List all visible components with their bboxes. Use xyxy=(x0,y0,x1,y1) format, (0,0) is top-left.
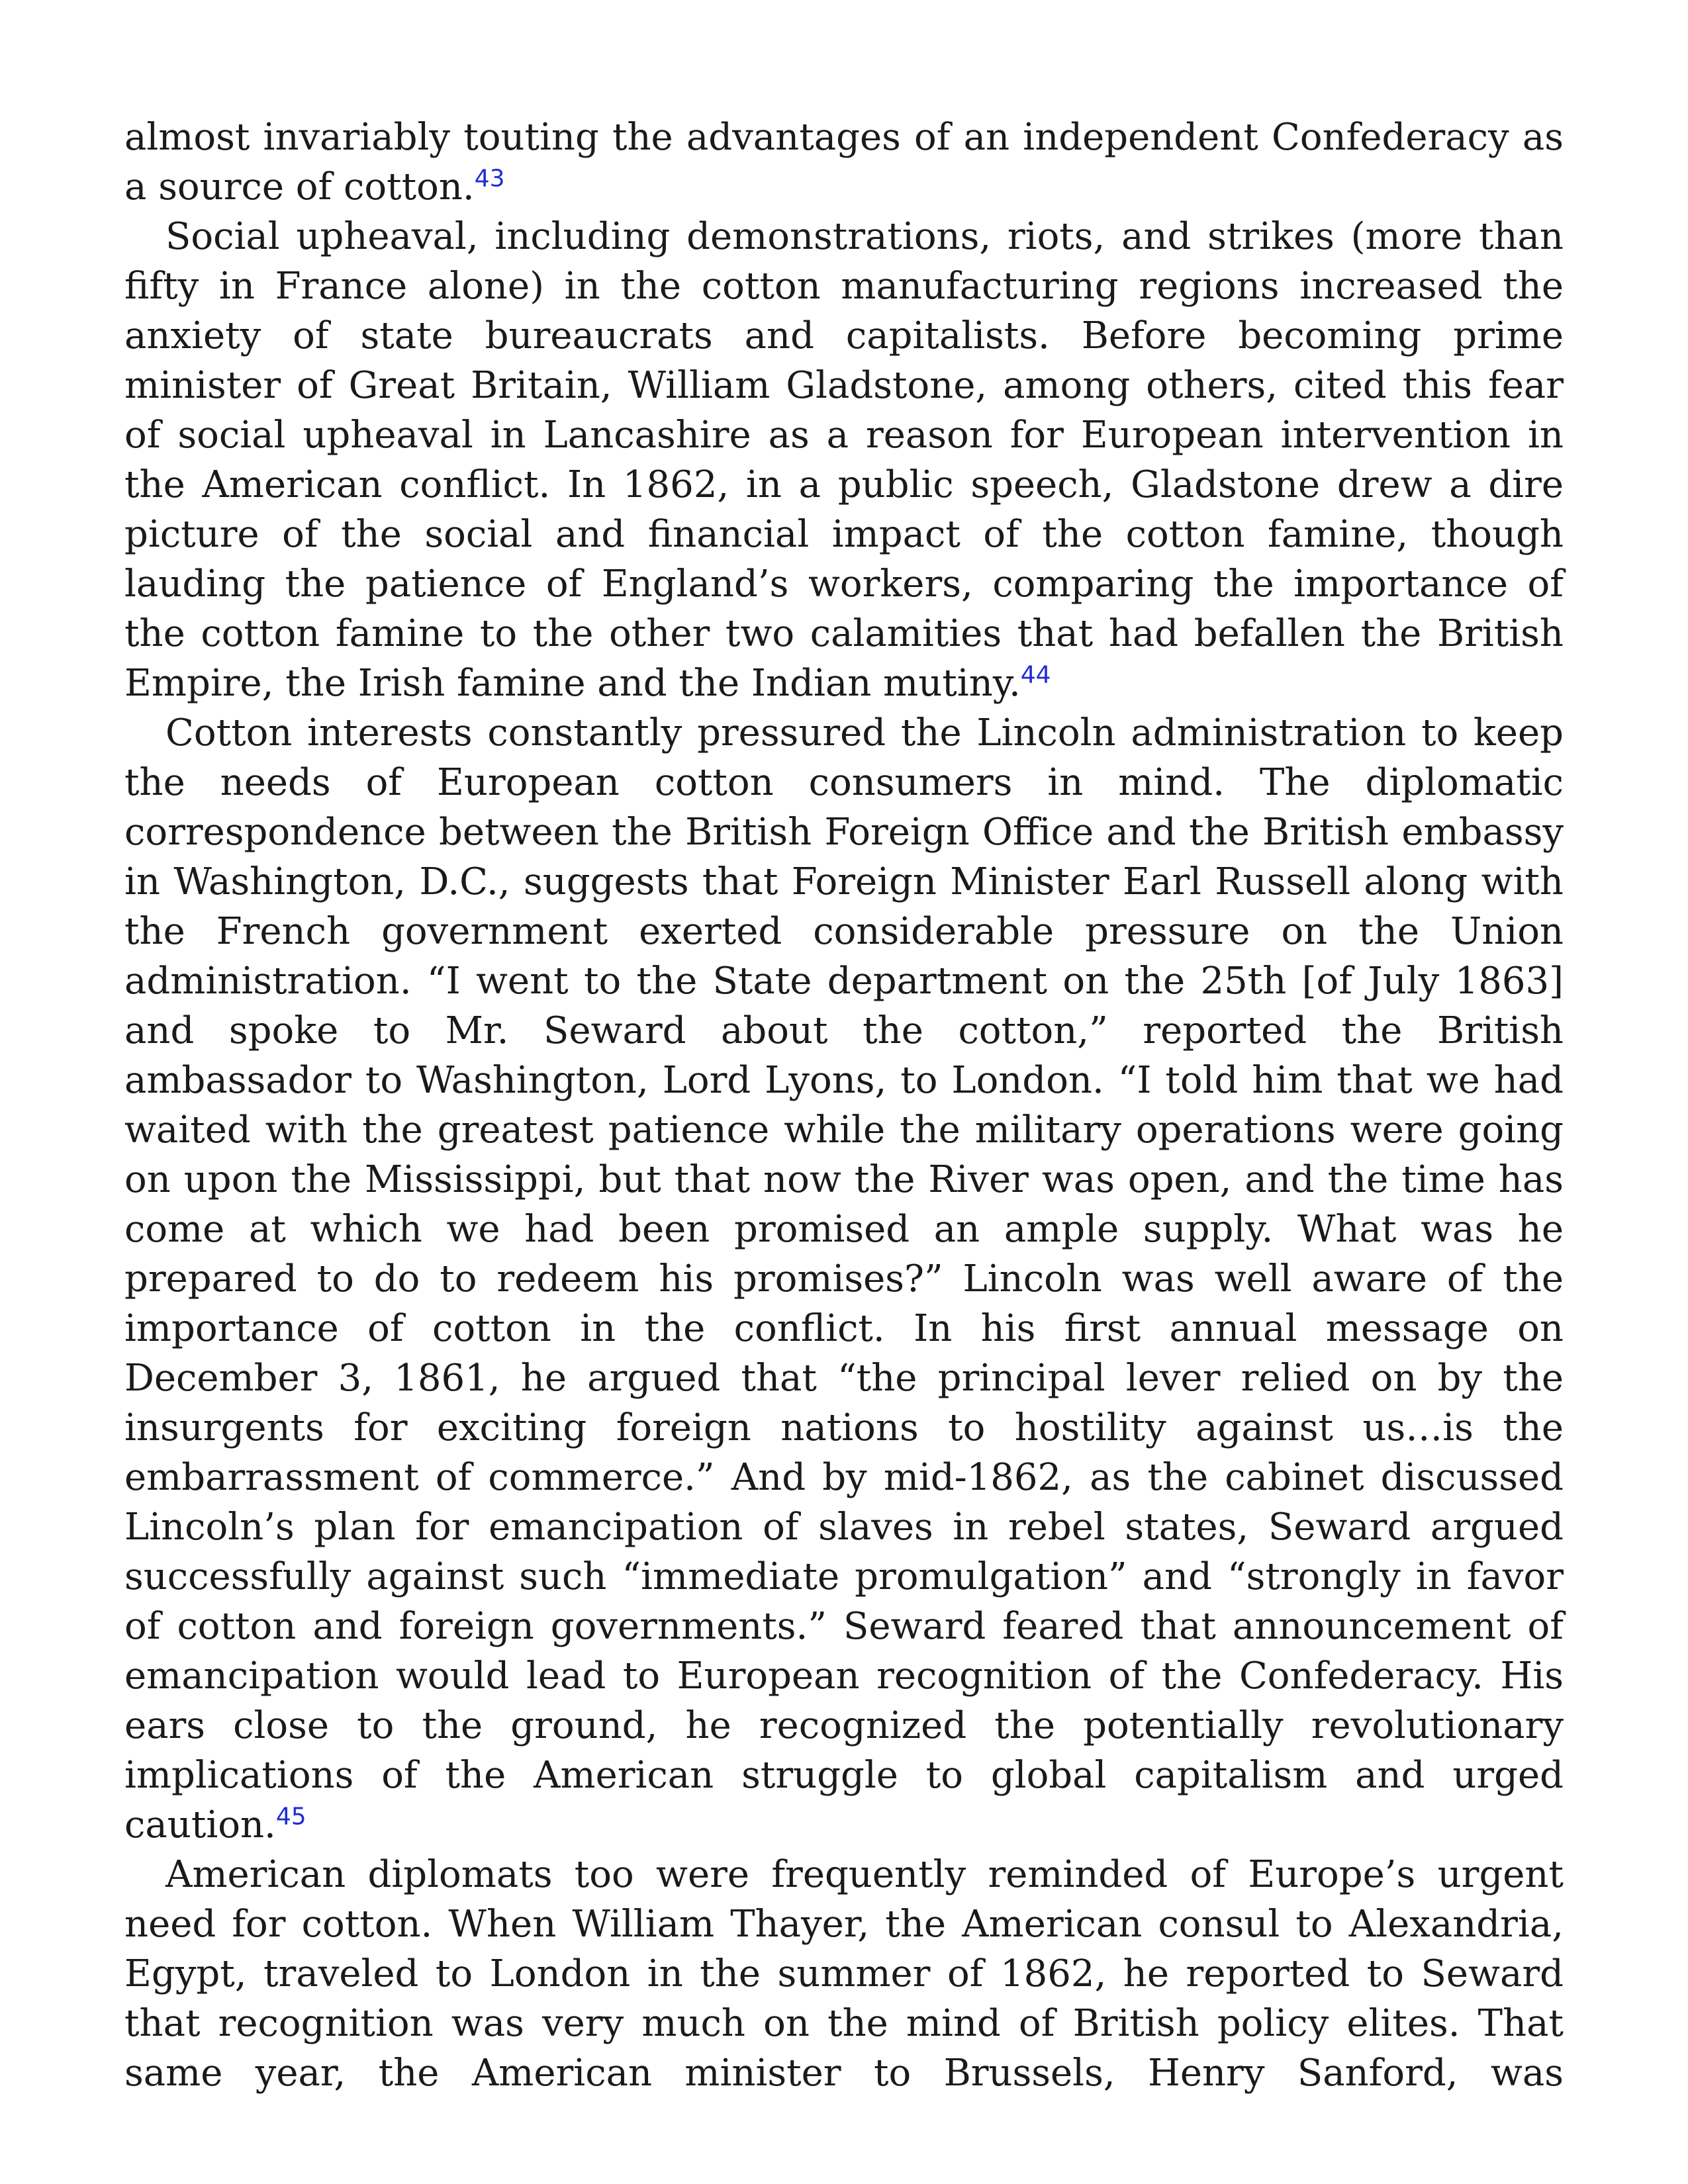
footnote-ref-45[interactable]: 45 xyxy=(275,1803,306,1831)
paragraph-3-text: Cotton interests constantly pressured the Lincoln administration to keep the needs of European cotton consumers in mind. The diplomatic correspondence between the British Foreign Office and the British embassy in Washington, D.C., suggests that Foreign Minister Earl Russell along with the French government exerted considerable pressure on the Union administration. “I went to the State department on the 25th [of July 1863] and spoke to Mr. Seward about the cotton,” reported the British ambassador to Washington, Lord Lyons, to London. “I told him that we had waited with the greatest patience while the military operations were going on upon the Mississippi, but that now the River was open, and the time has come at which we had been promised an ample supply. What was he prepared to do to redeem his promises?” Lincoln was well aware of the importance of cotton in the conflict. In his first annual message on December 3, 1861, he argued that “the principal lever relied on by the insurgents for exciting foreign nations to hostility against us…is the embarrassment of commerce.” And by mid-1862, as the cabinet discussed Lincoln’s plan for emancipation of slaves in rebel states, Seward argued successfully against such “immediate promulgation” and “strongly in favor of cotton and foreign governments.” Seward feared that announcement of emancipation would lead to European recognition of the Confederacy. His ears close to the ground, he recognized the potentially revolutionary implications of the American struggle to global capitalism and urged caution. xyxy=(124,711,1564,1846)
paragraph-1 xyxy=(124,113,1564,212)
paragraph-4-text: American diplomats too were frequently reminded of Europe’s urgent need for cotton. When William Thayer, the American consul to Alexandria, Egypt, traveled to London in the summer of 1862, he reported to Seward that recognition was very much on the mind of British policy elites. That same year, the American minister to Brussels, Henry Sanford, was xyxy=(124,1853,1564,2095)
paragraph-1-text: almost invariably touting the advantages of an independent Confederacy as a source of cotton. xyxy=(124,116,1564,208)
footnote-ref-43[interactable]: 43 xyxy=(474,165,505,193)
paragraph-4 xyxy=(124,1850,1564,2098)
footnote-ref-44[interactable]: 44 xyxy=(1020,661,1051,689)
paragraph-2-text: Social upheaval, including demonstrations, riots, and strikes (more than fifty in France alone) in the cotton manufacturing regions increased the anxiety of state bureaucrats and capitalists. Before becoming prime minister of Great Britain, William Gladstone, among others, cited this fear of social upheaval in Lancashire as a reason for European intervention in the American conflict. In 1862, in a public speech, Gladstone drew a dire picture of the social and financial impact of the cotton famine, though lauding the patience of England’s workers, comparing the importance of the cotton famine to the other two calamities that had befallen the British Empire, the Irish famine and the Indian mutiny. xyxy=(124,215,1564,705)
paragraph-3 xyxy=(124,708,1564,1850)
paragraph-2 xyxy=(124,212,1564,708)
document-page xyxy=(124,113,1564,2098)
